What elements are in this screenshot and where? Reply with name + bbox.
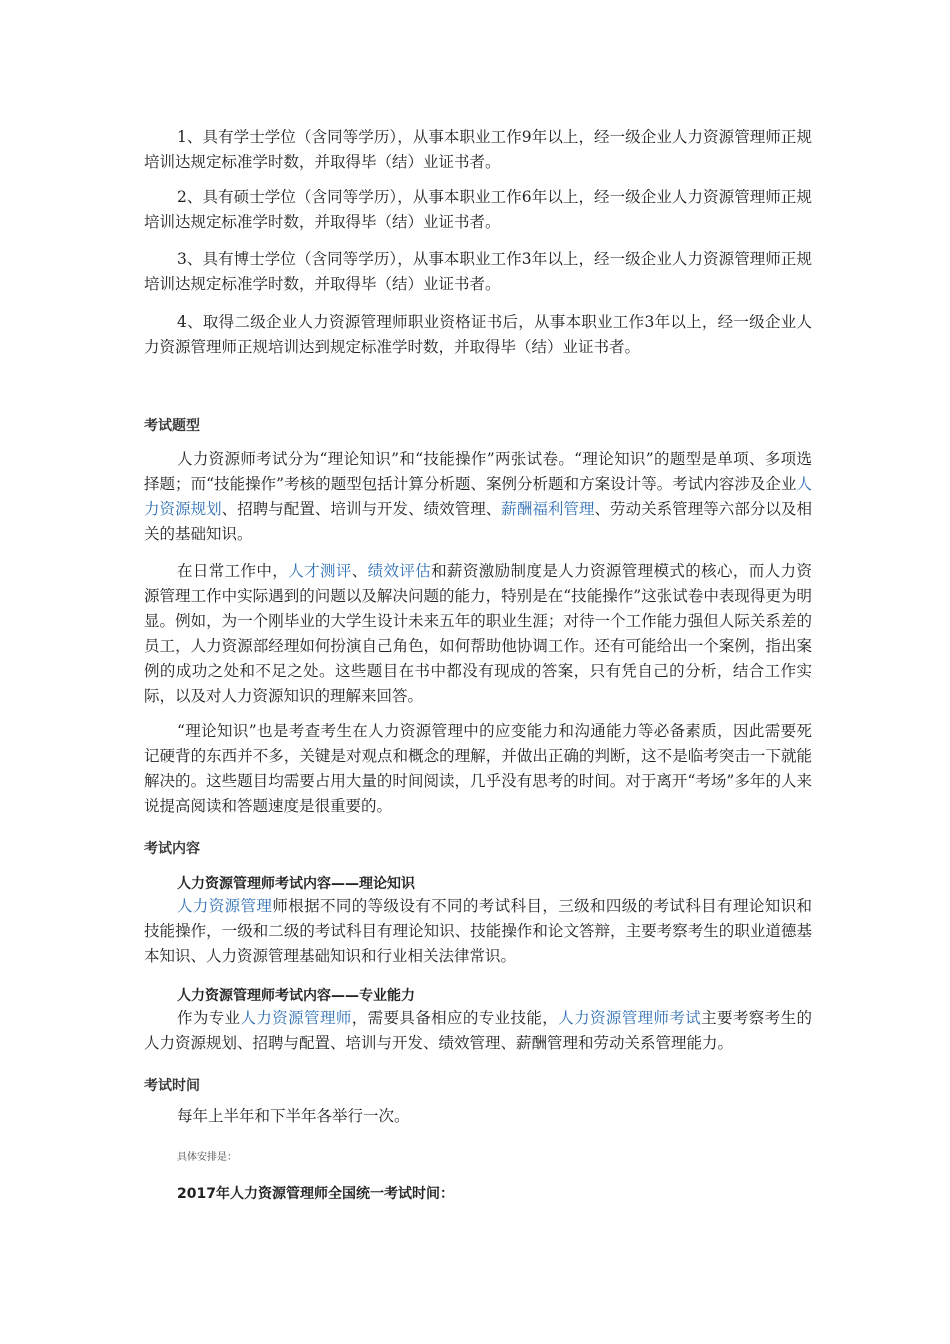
link-hr-manager[interactable]: 人力资源管理师: [240, 1009, 352, 1027]
exam-time-paragraph: 每年上半年和下半年各举行一次。: [177, 1107, 410, 1125]
theory-knowledge-paragraph: 人力资源管理师根据不同的等级设有不同的考试科目，三级和四级的考试科目有理论知识和技能操作，一级和二级的考试科目有理论知识、技能操作和论文答辩，主要考察考生的职业道德基本知识、人力资源管理基础知识和行业相关法律常识。: [144, 897, 812, 965]
section-heading-exam-content: 考试内容: [144, 841, 200, 857]
link-performance-evaluation[interactable]: 绩效评估: [367, 562, 432, 580]
link-hr-management[interactable]: 人力资源管理: [177, 897, 273, 915]
qualification-item-4: 4、取得二级企业人力资源管理师职业资格证书后，从事本职业工作3年以上，经一级企业人力资源管理师正规培训达到规定标准学时数，并取得毕（结）业证书者。: [144, 313, 812, 356]
section-heading-exam-type: 考试题型: [144, 418, 200, 434]
exam-type-paragraph-3: “理论知识”也是考查考生在人力资源管理中的应变能力和沟通能力等必备素质，因此需要死记硬背的东西并不多，关键是对观点和概念的理解，并做出正确的判断，这不是临考突击一下就能解决的。这些题目均需要占用大量的时间阅读，几乎没有思考的时间。对于离开“考场”多年的人来说提高阅读和答题速度是很重要的。: [144, 722, 812, 815]
exam-type-paragraph-2: 在日常工作中，人才测评、绩效评估和薪资激励制度是人力资源管理模式的核心，而人力资源管理工作中实际遇到的问题以及解决问题的能力，特别是在“技能操作”这张试卷中表现得更为明显。例如，为一个刚毕业的大学生设计未来五年的职业生涯；对待一个工作能力强但人际关系差的员工，人力资源部经理如何扮演自己角色，如何帮助他协调工作。还有可能给出一个案例，指出案例的成功之处和不足之处。这些题目在书中都没有现成的答案，只有凭自己的分析，结合工作实际，以及对人力资源知识的理解来回答。: [144, 562, 812, 705]
section-heading-exam-time: 考试时间: [144, 1078, 200, 1094]
schedule-note: 具体安排是：: [177, 1152, 237, 1163]
link-talent-assessment[interactable]: 人才测评: [288, 562, 352, 580]
exam-year-title: 2017年人力资源管理师全国统一考试时间：: [177, 1186, 454, 1202]
qualification-item-1: 1、具有学士学位（含同等学历），从事本职业工作9年以上，经一级企业人力资源管理师正规培训达规定标准学时数，并取得毕（结）业证书者。: [144, 128, 812, 171]
link-hr-planning[interactable]: 人力资源规划: [144, 475, 812, 518]
subheading-theory-knowledge: 人力资源管理师考试内容——理论知识: [177, 876, 415, 892]
qualification-item-3: 3、具有博士学位（含同等学历），从事本职业工作3年以上，经一级企业人力资源管理师正规培训达规定标准学时数，并取得毕（结）业证书者。: [144, 250, 812, 293]
link-hr-manager-exam[interactable]: 人力资源管理师考试: [558, 1009, 702, 1027]
professional-skill-paragraph: 作为专业人力资源管理师，需要具备相应的专业技能，人力资源管理师考试主要考察考生的人力资源规划、招聘与配置、培训与开发、绩效管理、薪酬管理和劳动关系管理能力。: [144, 1009, 812, 1052]
subheading-professional-skill: 人力资源管理师考试内容——专业能力: [177, 988, 415, 1004]
link-compensation-management[interactable]: 薪酬福利管理: [501, 500, 595, 518]
exam-type-paragraph-1: 人力资源师考试分为“理论知识”和“技能操作”两张试卷。“理论知识”的题型是单项、多项选择题；而“技能操作”考核的题型包括计算分析题、案例分析题和方案设计等。考试内容涉及企业人力资源规划、招聘与配置、培训与开发、绩效管理、薪酬福利管理、劳动关系管理等六部分以及相关的基础知识。: [144, 450, 812, 543]
qualification-item-2: 2、具有硕士学位（含同等学历），从事本职业工作6年以上，经一级企业人力资源管理师正规培训达规定标准学时数，并取得毕（结）业证书者。: [144, 188, 812, 231]
